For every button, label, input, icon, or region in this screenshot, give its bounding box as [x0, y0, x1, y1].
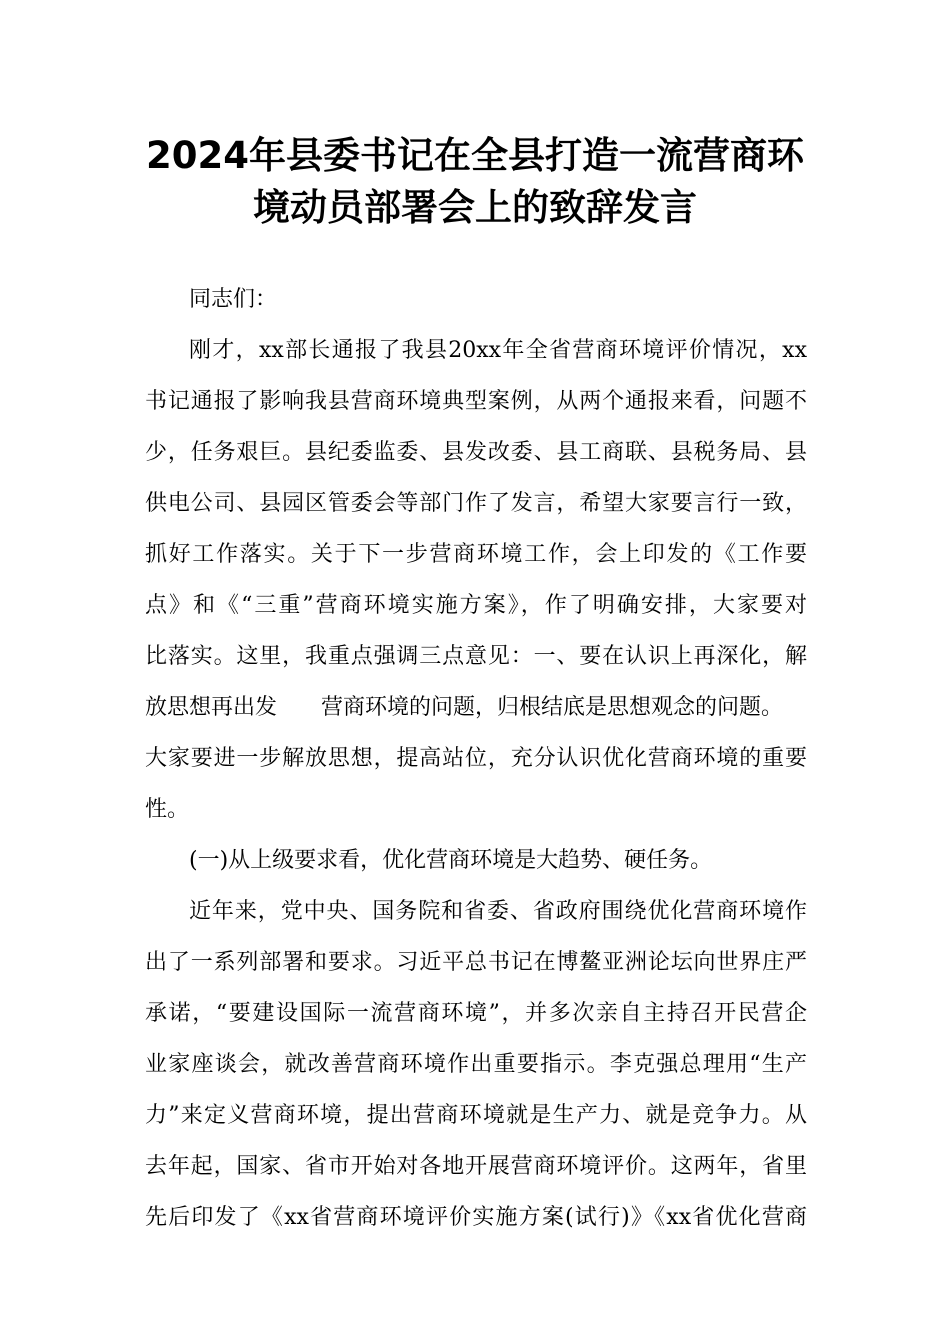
paragraph-line: 业家座谈会，就改善营商环境作出重要指示。李克强总理用“生产 — [145, 1052, 807, 1077]
title-line-2: 境动员部署会上的致辞发言 — [253, 186, 697, 229]
paragraph-line: 大家要进一步解放思想，提高站位，充分认识优化营商环境的重要 — [145, 746, 807, 771]
title-line-1: 2024年县委书记在全县打造一流营商环 — [146, 134, 804, 177]
paragraph-line: 近年来，党中央、国务院和省委、省政府围绕优化营商环境作 — [189, 899, 807, 924]
document-title — [120, 130, 830, 234]
paragraph-line: 出了一系列部署和要求。习近平总书记在博鳌亚洲论坛向世界庄严 — [145, 950, 807, 975]
paragraph-line: 抓好工作落实。关于下一步营商环境工作，会上印发的《工作要 — [145, 542, 807, 567]
paragraph-line: 点》和《“三重”营商环境实施方案》，作了明确安排，大家要对 — [145, 593, 807, 618]
paragraph-1 — [145, 325, 807, 835]
salutation: 同志们： — [189, 287, 278, 312]
paragraph-2 — [145, 886, 807, 1243]
paragraph-line: 刚才，xx部长通报了我县20xx年全省营商环境评价情况，xx — [189, 338, 807, 363]
subheading-1: (一)从上级要求看，优化营商环境是大趋势、硬任务。 — [189, 848, 713, 873]
paragraph-line: 性。 — [145, 797, 190, 822]
paragraph-text-inline: 营商环境的问题，归根结底是思想观念的问题。 — [321, 695, 784, 720]
paragraph-line — [145, 682, 807, 733]
document-body — [145, 274, 807, 1243]
paragraph-line: 供电公司、县园区管委会等部门作了发言，希望大家要言行一致， — [145, 491, 807, 516]
paragraph-line: 承诺，“要建设国际一流营商环境”，并多次亲自主持召开民营企 — [145, 1001, 807, 1026]
paragraph-line: 少，任务艰巨。县纪委监委、县发改委、县工商联、县税务局、县 — [145, 440, 807, 465]
paragraph-line: 先后印发了《xx省营商环境评价实施方案(试行)》《xx省优化营商 — [145, 1205, 807, 1230]
paragraph-line: 力”来定义营商环境，提出营商环境就是生产力、就是竞争力。从 — [145, 1103, 807, 1128]
paragraph-line: 去年起，国家、省市开始对各地开展营商环境评价。这两年，省里 — [145, 1154, 807, 1179]
paragraph-line: 书记通报了影响我县营商环境典型案例，从两个通报来看，问题不 — [145, 389, 807, 414]
paragraph-line: 比落实。这里，我重点强调三点意见：一、要在认识上再深化，解 — [145, 644, 807, 669]
section-heading-inline: 放思想再出发 — [145, 695, 278, 720]
